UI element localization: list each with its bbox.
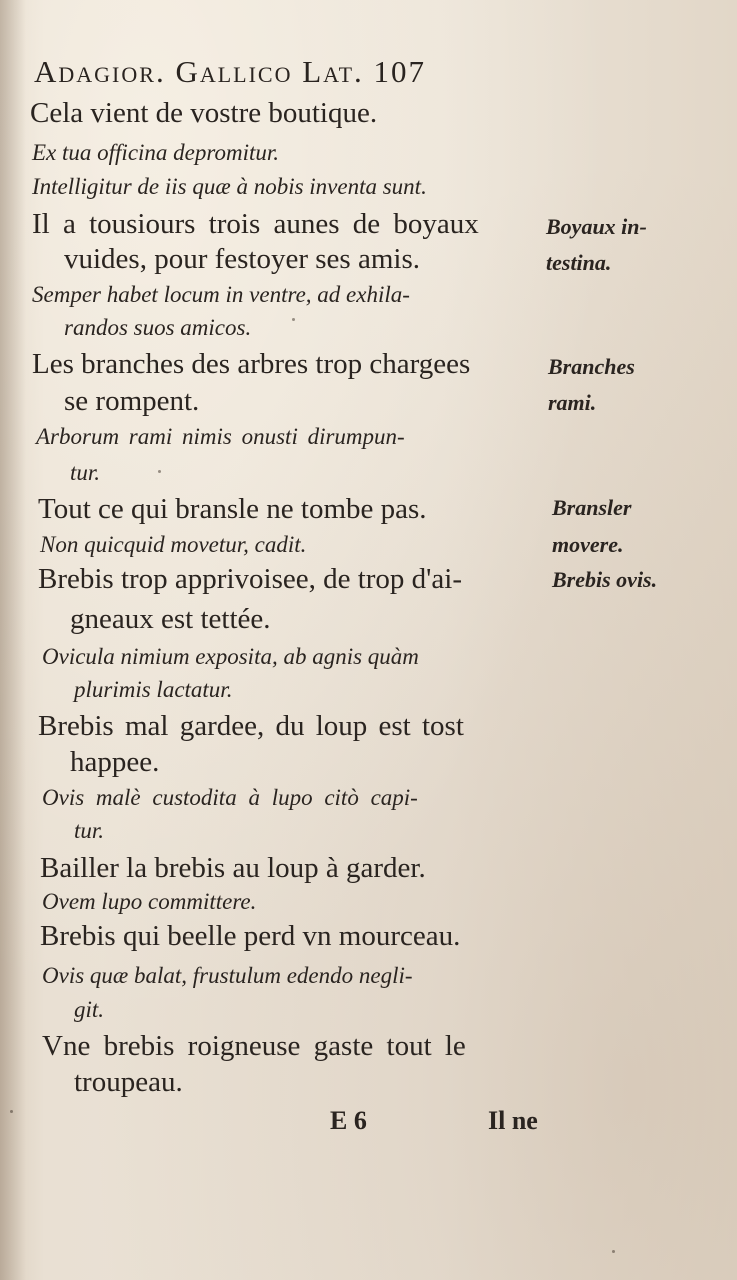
text-line-latin: Ovem lupo committere. [42,889,257,914]
text-line-latin: tur. [70,460,101,485]
text-line-latin: Ovis malè custodita à lupo citò capi- [42,785,418,810]
signature-mark: E 6 [330,1106,367,1135]
text-line-latin: tur. [74,818,105,843]
text-line: Il a tousiours trois aunes de boyaux [32,208,479,240]
text-line-latin: randos suos amicos. [64,315,252,340]
catchword: Il ne [488,1106,538,1135]
text-line-latin: git. [74,997,105,1022]
margin-note: testina. [546,250,612,275]
margin-note: Boyaux in- [546,214,647,239]
text-line: Vne brebis roigneuse gaste tout le [42,1030,466,1062]
margin-note: Branches [548,354,635,379]
text-line: Brebis trop apprivoisee, de trop d'ai- [38,563,462,595]
paper-speck [612,1250,615,1253]
text-line-latin: Arborum rami nimis onusti dirumpun- [36,424,405,449]
text-line-latin: Intelligitur de iis quæ à nobis inventa sunt. [32,174,427,199]
margin-note: Brebis ovis. [552,567,658,592]
text-line-latin: plurimis lactatur. [74,677,233,702]
running-header: Adagior. Gallico Lat. 107 [34,54,427,89]
text-line-latin: Semper habet locum in ventre, ad exhila- [32,282,410,307]
text-line: gneaux est tettée. [70,603,271,635]
text-line-latin: Non quicquid movetur, cadit. [40,532,307,557]
text-line: se rompent. [64,385,200,417]
text-line: Cela vient de vostre boutique. [30,97,378,129]
margin-note: Bransler [552,495,632,520]
text-line-latin: Ovis quæ balat, frustulum edendo negli- [42,963,413,988]
text-line: Bailler la brebis au loup à garder. [40,852,426,884]
margin-note: rami. [548,390,597,415]
text-line: vuides, pour festoyer ses amis. [64,243,420,275]
margin-note: movere. [552,532,624,557]
text-line: Brebis qui beelle perd vn mourceau. [40,920,461,952]
text-line: troupeau. [74,1066,183,1098]
page-gutter-shadow [0,0,26,1280]
paper-speck [292,318,295,321]
text-line-latin: Ex tua officina depromitur. [32,140,280,165]
text-line: Tout ce qui bransle ne tombe pas. [38,493,427,525]
paper-speck [10,1110,13,1113]
text-line: Brebis mal gardee, du loup est tost [38,710,464,742]
text-line: happee. [70,746,160,778]
paper-speck [158,470,161,473]
text-line-latin: Ovicula nimium exposita, ab agnis quàm [42,644,419,669]
text-line: Les branches des arbres trop chargees [32,348,471,380]
